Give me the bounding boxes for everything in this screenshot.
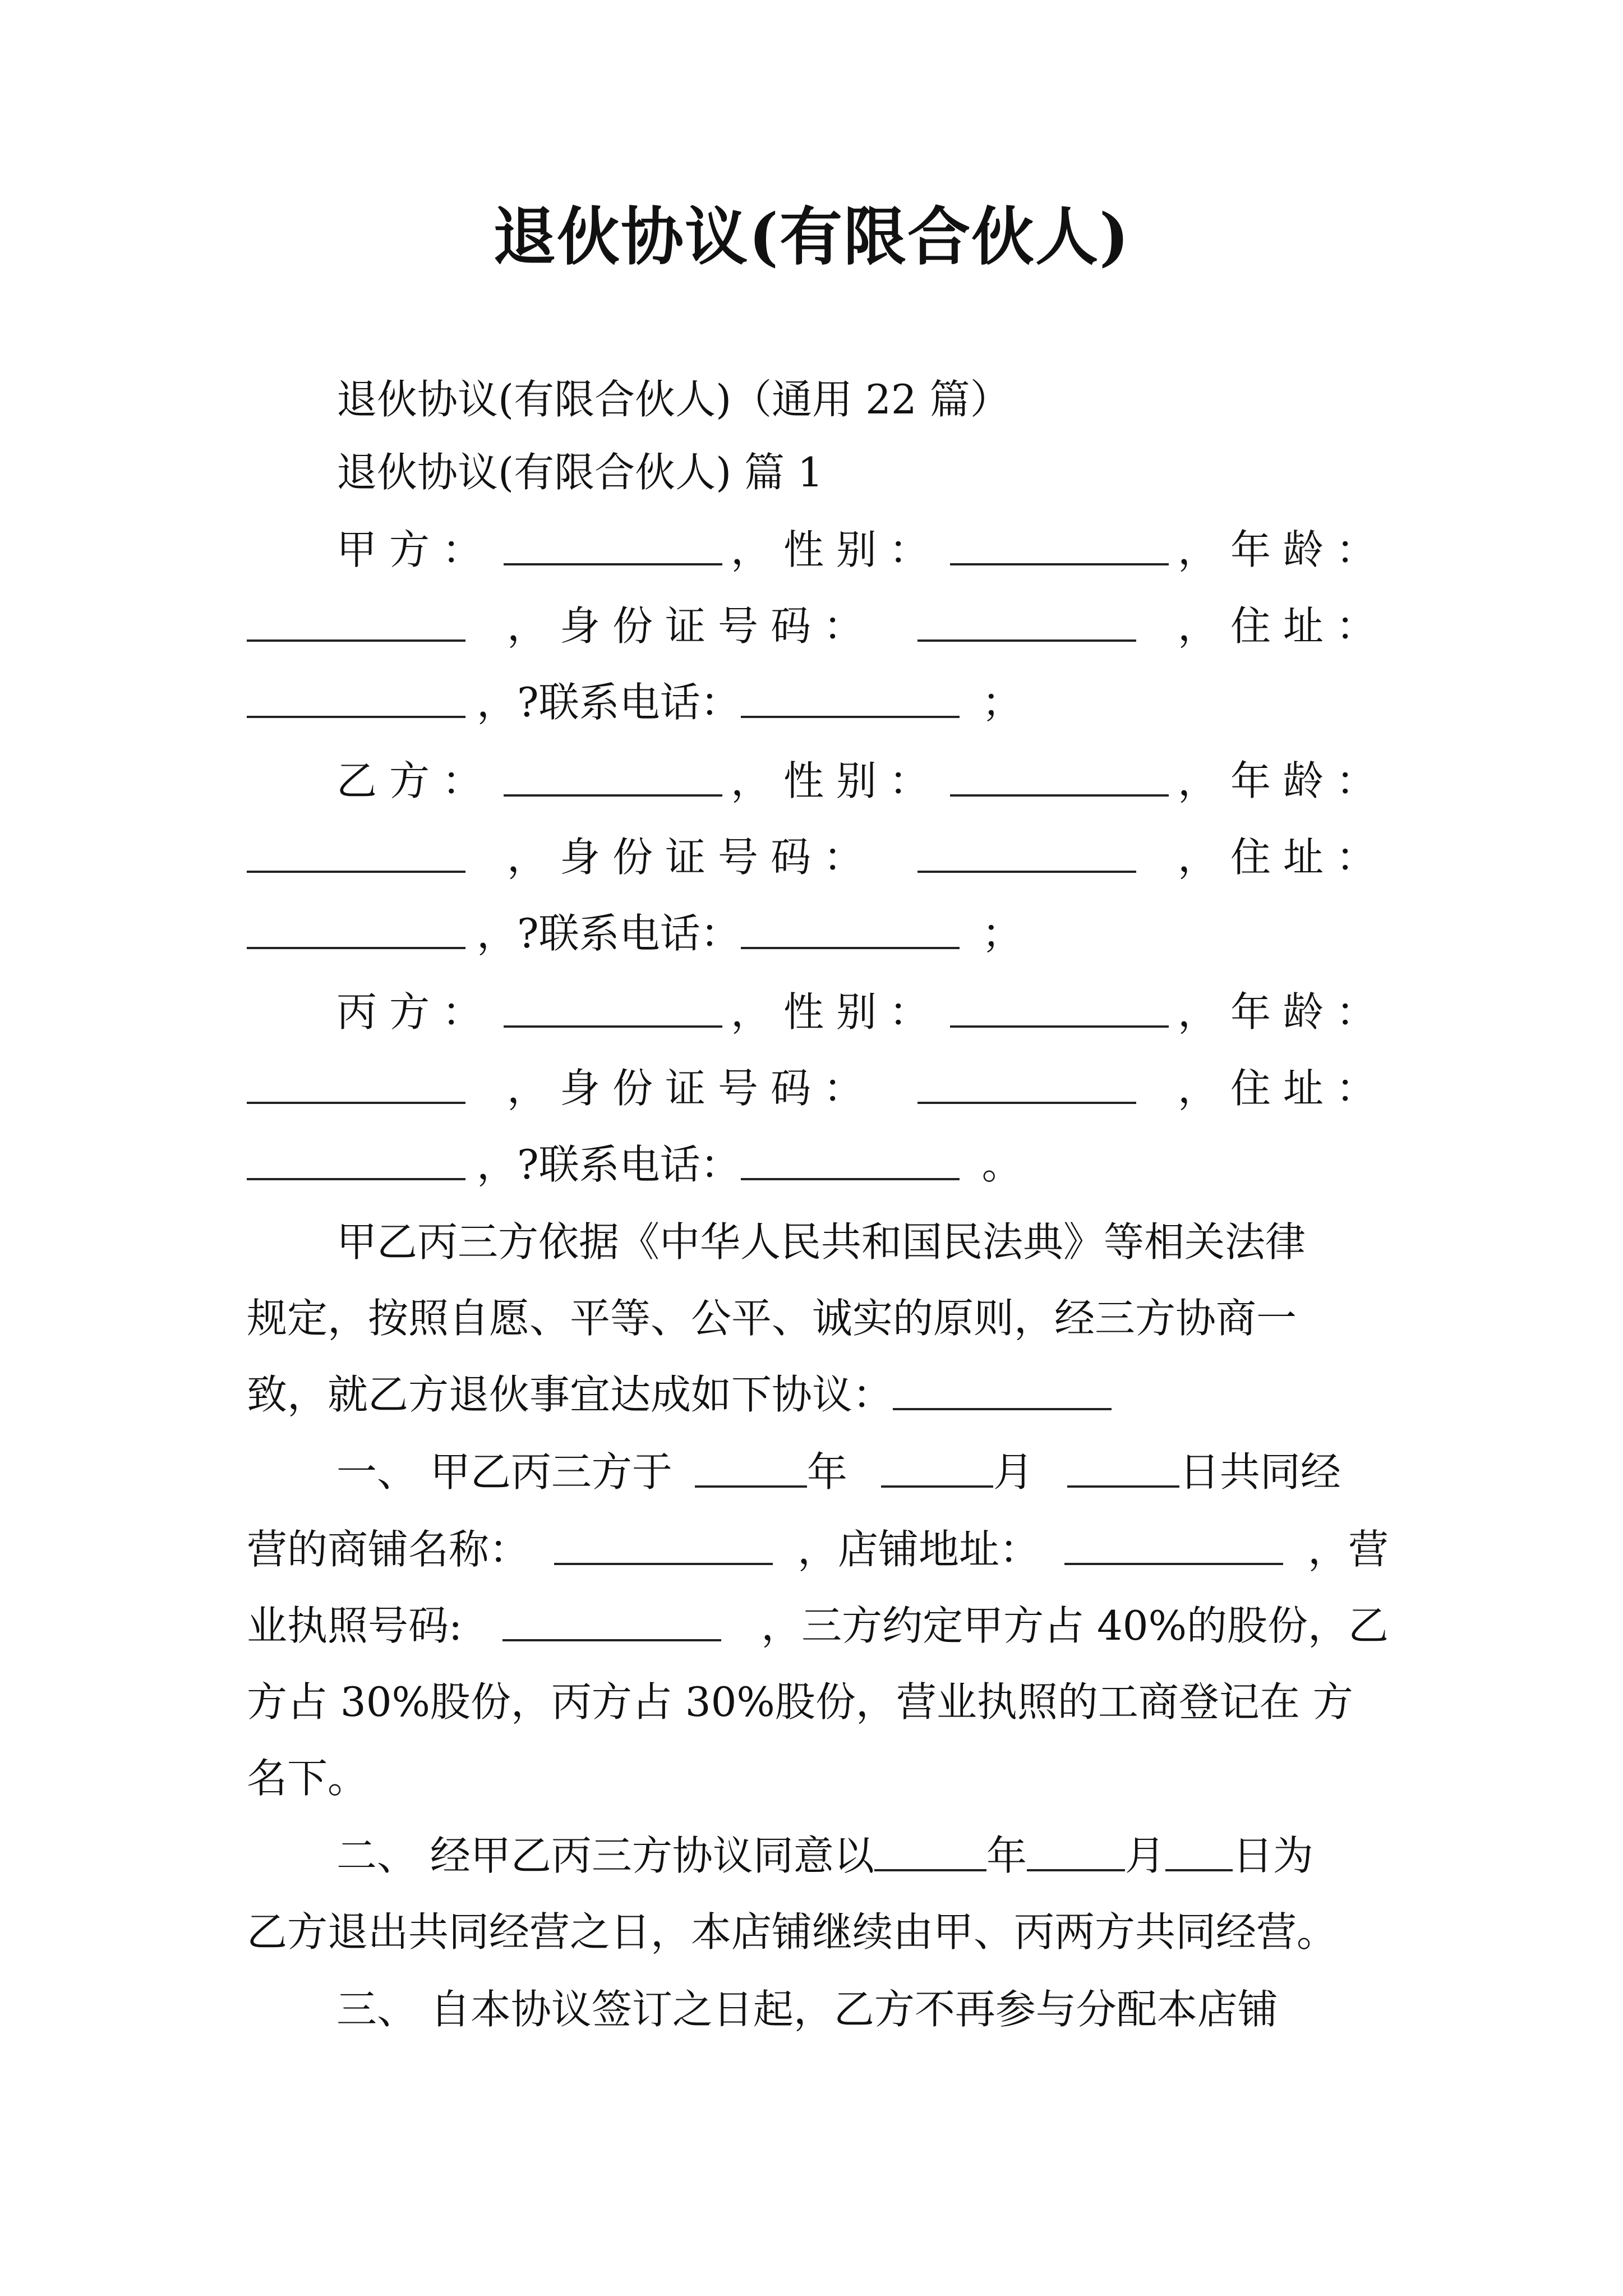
party-b-name-blank bbox=[504, 794, 722, 797]
clause2-month-blank bbox=[1027, 1869, 1125, 1871]
party-c-gender-blank bbox=[950, 1025, 1169, 1028]
party-a-line2 bbox=[247, 598, 1389, 654]
party-b-address-blank bbox=[247, 947, 465, 949]
party-a-line1 bbox=[336, 522, 1389, 578]
age-label: ，年龄： bbox=[1177, 526, 1389, 573]
clause1-year-blank bbox=[695, 1485, 807, 1488]
clause1-line1 bbox=[336, 1444, 1389, 1500]
age-label: ，年龄： bbox=[1177, 757, 1389, 804]
party-c-age-blank bbox=[247, 1102, 465, 1104]
intro-line3-text: 致，就乙方退伙事宜达成如下协议： bbox=[247, 1371, 893, 1418]
intro-line3 bbox=[247, 1366, 1389, 1423]
month-label: 月 bbox=[993, 1448, 1034, 1496]
party-b-label: 乙方： bbox=[336, 757, 495, 804]
line-end: ； bbox=[981, 910, 1022, 957]
year-label: 年 bbox=[806, 1448, 847, 1496]
shop-name-label: 营的商铺名称： bbox=[247, 1526, 530, 1573]
party-b-line2 bbox=[247, 829, 1389, 885]
clause1-line3-text: ，三方约定甲方占 40%的股份，乙 bbox=[761, 1602, 1389, 1649]
clause1-lead: 一、 甲乙丙三方于 bbox=[336, 1448, 672, 1496]
gender-label: ，性别： bbox=[730, 757, 942, 804]
gender-label: ，性别： bbox=[730, 988, 942, 1036]
section-heading: 退伙协议(有限合伙人) 篇 1 bbox=[336, 449, 823, 496]
id-label: ，身份证号码： bbox=[506, 834, 876, 881]
month-label: 月 bbox=[1124, 1832, 1165, 1879]
clause1-line3 bbox=[247, 1598, 1389, 1654]
address-label: ，住址： bbox=[1177, 1065, 1389, 1112]
intro-line1: 甲乙丙三方依据《中华人民共和国民法典》等相关法律 bbox=[336, 1218, 1306, 1266]
clause1-line5: 名下。 bbox=[247, 1755, 368, 1802]
id-label: ，身份证号码： bbox=[506, 1065, 876, 1112]
clause2-line1 bbox=[336, 1828, 1389, 1884]
party-a-address-blank bbox=[247, 716, 465, 718]
age-label: ，年龄： bbox=[1177, 988, 1389, 1036]
party-a-phone-blank bbox=[741, 716, 960, 718]
party-c-line2 bbox=[247, 1060, 1389, 1116]
address-label: ，住址： bbox=[1177, 834, 1389, 881]
party-c-id-blank bbox=[917, 1102, 1136, 1104]
line-end: ； bbox=[981, 679, 1022, 726]
intro-line2: 规定，按照自愿、平等、公平、诚实的原则，经三方协商一 bbox=[247, 1295, 1297, 1342]
clause1-line2-end: ，营 bbox=[1307, 1526, 1389, 1573]
clause3-line1: 三、 自本协议签订之日起，乙方不再参与分配本店铺 bbox=[336, 1986, 1278, 2033]
clause1-line2 bbox=[247, 1521, 1389, 1577]
party-c-line3 bbox=[247, 1137, 1389, 1193]
shop-address-blank bbox=[1064, 1563, 1283, 1565]
shop-name-blank bbox=[554, 1563, 773, 1565]
address-label: ，住址： bbox=[1177, 602, 1389, 650]
party-b-line1 bbox=[336, 753, 1389, 809]
document-title: 退伙协议(有限合伙人) bbox=[493, 200, 1130, 274]
year-label: 年 bbox=[986, 1832, 1027, 1879]
clause1-month-blank bbox=[881, 1485, 993, 1488]
party-a-id-blank bbox=[917, 639, 1136, 642]
phone-label: ，?联系电话： bbox=[477, 1141, 741, 1188]
intro-blank bbox=[893, 1408, 1112, 1410]
clause2-lead: 二、 经甲乙丙三方协议同意以 bbox=[336, 1832, 874, 1879]
party-c-phone-blank bbox=[741, 1178, 960, 1180]
party-c-address-blank bbox=[247, 1178, 465, 1180]
license-label: 业执照号码: bbox=[247, 1602, 463, 1649]
party-b-gender-blank bbox=[950, 794, 1169, 797]
gender-label: ，性别： bbox=[730, 526, 942, 573]
line-end: 。 bbox=[981, 1141, 1022, 1188]
license-blank bbox=[502, 1639, 721, 1641]
party-a-label: 甲方： bbox=[336, 526, 495, 573]
clause1-line4: 方占 30%股份，丙方占 30%股份，营业执照的工商登记在 方 bbox=[247, 1678, 1353, 1726]
clause1-line1-end: 日共同经 bbox=[1179, 1448, 1341, 1496]
party-b-age-blank bbox=[247, 871, 465, 873]
party-c-label: 丙方： bbox=[336, 988, 495, 1036]
clause2-day-blank bbox=[1165, 1869, 1233, 1871]
party-a-line3 bbox=[247, 674, 1389, 730]
party-a-name-blank bbox=[504, 563, 722, 565]
clause1-day-blank bbox=[1067, 1485, 1179, 1488]
clause2-line2: 乙方退出共同经营之日，本店铺继续由甲、丙两方共同经营。 bbox=[247, 1908, 1338, 1955]
clause2-year-blank bbox=[874, 1869, 986, 1871]
party-b-id-blank bbox=[917, 871, 1136, 873]
phone-label: ，?联系电话： bbox=[477, 679, 741, 726]
party-c-line1 bbox=[336, 984, 1389, 1040]
party-b-phone-blank bbox=[741, 947, 960, 949]
party-a-age-blank bbox=[247, 639, 465, 642]
id-label: ，身份证号码： bbox=[506, 602, 876, 650]
party-b-line3 bbox=[247, 905, 1389, 961]
clause2-line1-end: 日为 bbox=[1232, 1832, 1313, 1879]
party-a-gender-blank bbox=[950, 563, 1169, 565]
shop-address-label: ，店铺地址： bbox=[797, 1526, 1040, 1573]
phone-label: ，?联系电话： bbox=[477, 910, 741, 957]
subtitle: 退伙协议(有限合伙人)（通用 22 篇） bbox=[336, 376, 1011, 423]
party-c-name-blank bbox=[504, 1025, 722, 1028]
